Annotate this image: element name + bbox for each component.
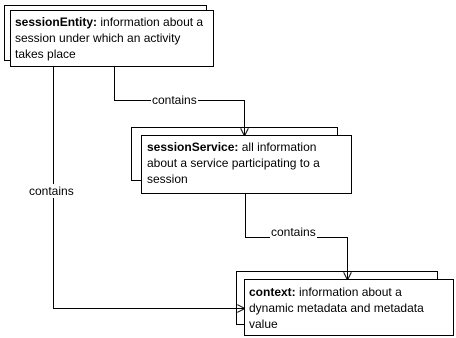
- session-service-text: [147, 139, 347, 187]
- edge-label-entity-context: contains: [29, 184, 74, 198]
- session-service-title: sessionService:: [147, 140, 239, 154]
- session-entity-title: sessionEntity:: [15, 15, 98, 29]
- context-description: information about a dynamic metadata and metadata value: [249, 285, 424, 331]
- context-title: context:: [249, 285, 296, 299]
- session-service-description: all information about a service participating to a session: [147, 140, 320, 186]
- edge-label-service-context: contains: [271, 225, 316, 239]
- session-entity-text: [15, 14, 211, 62]
- edge-label-entity-service: contains: [152, 93, 197, 107]
- session-entity-description: information about a session under which an activity takes place: [15, 15, 204, 61]
- context-text: [249, 284, 449, 332]
